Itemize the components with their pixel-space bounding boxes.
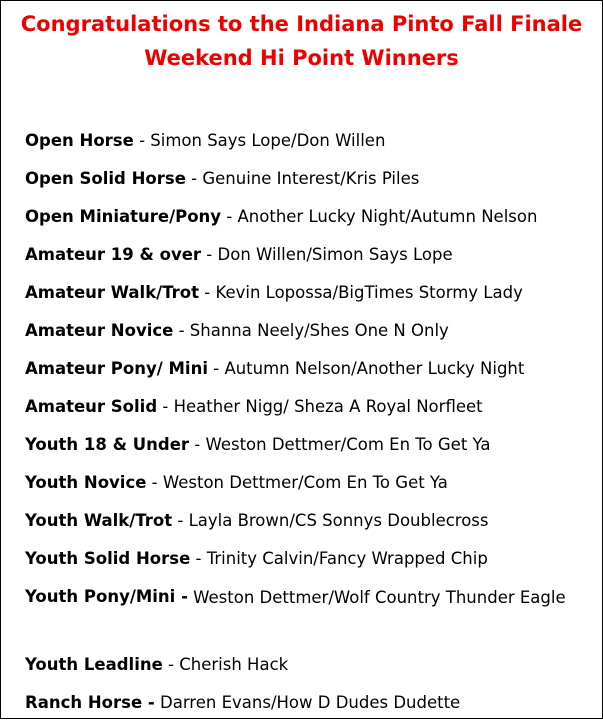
winner-row <box>25 508 595 546</box>
separator: - <box>157 397 174 416</box>
winner-name: Shanna Neely/Shes One N Only <box>189 321 449 340</box>
category-label: Open Solid Horse <box>25 169 186 188</box>
separator: - <box>221 207 238 226</box>
separator: - <box>172 511 189 530</box>
category-label: Amateur Solid <box>25 397 158 416</box>
winner-row <box>25 128 595 166</box>
separator: - <box>199 283 216 302</box>
winner-name: Weston Dettmer/Com En To Get Ya <box>205 435 491 454</box>
separator: - <box>173 321 190 340</box>
separator: - <box>190 549 207 568</box>
category-label: Amateur Walk/Trot <box>25 283 200 302</box>
winner-row <box>25 432 595 470</box>
winner-name: Cherish Hack <box>179 655 289 674</box>
separator: - <box>133 131 151 150</box>
winner-row <box>25 690 595 728</box>
winner-row <box>25 470 595 508</box>
title-line-1: Congratulations to the Indiana Pinto Fall Finale <box>20 12 583 36</box>
winner-row <box>25 204 595 242</box>
winner-row <box>25 394 595 432</box>
separator: - <box>207 359 225 378</box>
winner-row <box>25 166 595 204</box>
category-label: Open Horse <box>25 131 134 150</box>
winner-name: Weston Dettmer/Wolf Country Thunder Eagle <box>193 588 566 607</box>
winner-name: Simon Says Lope/Don Willen <box>150 131 386 150</box>
separator: - <box>201 245 218 264</box>
winner-name: Don Willen/Simon Says Lope <box>217 245 453 264</box>
winner-name: Weston Dettmer/Com En To Get Ya <box>162 473 448 492</box>
category-label: Youth Leadline <box>25 655 163 674</box>
winner-row <box>25 280 595 318</box>
winner-name: Layla Brown/CS Sonnys Doublecross <box>188 511 489 530</box>
winner-name: Genuine Interest/Kris Piles <box>202 169 420 188</box>
winner-row <box>25 546 595 584</box>
winner-name: Darren Evans/How D Dudes Dudette <box>160 693 461 712</box>
winners-list <box>25 128 595 728</box>
winner-name: Trinity Calvin/Fancy Wrapped Chip <box>206 549 488 568</box>
category-label: Youth Novice <box>25 473 147 492</box>
category-label: Amateur 19 & over <box>25 245 202 264</box>
category-label: Youth Pony/Mini - <box>25 587 188 606</box>
category-label: Ranch Horse - <box>25 693 155 712</box>
winner-row <box>25 652 595 690</box>
winner-row <box>25 318 595 356</box>
separator: - <box>185 169 203 188</box>
category-label: Youth 18 & Under <box>25 435 190 454</box>
separator: - <box>189 435 206 454</box>
category-label: Amateur Pony/ Mini <box>25 359 208 378</box>
winner-name: Another Lucky Night/Autumn Nelson <box>237 207 538 226</box>
separator: - <box>146 473 163 492</box>
winner-name: Heather Nigg/ Sheza A Royal Norfleet <box>173 397 483 416</box>
winner-name: Autumn Nelson/Another Lucky Night <box>224 359 525 378</box>
separator: - <box>162 655 180 674</box>
category-label: Amateur Novice <box>25 321 174 340</box>
category-label: Youth Walk/Trot <box>25 511 173 530</box>
category-label: Open Miniature/Pony <box>25 207 222 226</box>
category-label: Youth Solid Horse <box>25 549 191 568</box>
winner-row <box>25 242 595 280</box>
page-title <box>1 7 602 75</box>
winner-name: Kevin Lopossa/BigTimes Stormy Lady <box>215 283 523 302</box>
winner-row <box>25 356 595 394</box>
title-line-2: Weekend Hi Point Winners <box>144 46 459 70</box>
winner-row <box>25 584 595 652</box>
